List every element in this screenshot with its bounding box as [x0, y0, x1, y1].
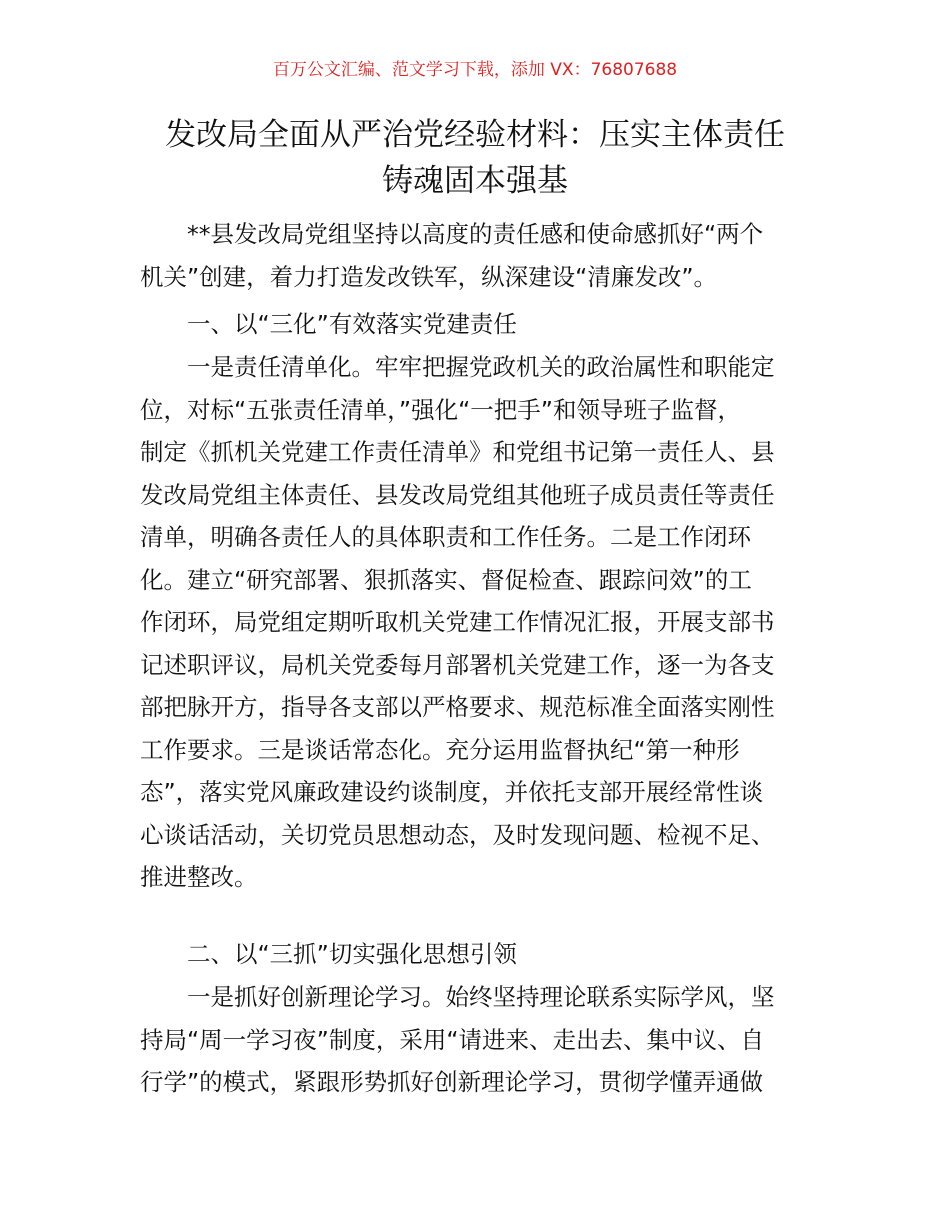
- paragraph-line: 一是责任清单化。牢牢把握党政机关的政治属性和职能定: [187, 353, 775, 381]
- paragraph-line: 工作要求。三是谈话常态化。充分运用监督执纪“第一种形: [140, 735, 740, 764]
- paragraph-line: 心谈话活动，关切党员思想动态，及时发现问题、检视不足、: [140, 820, 775, 849]
- document-title: [140, 112, 810, 204]
- paragraph-line: 化。建立“研究部署、狠抓落实、督促检查、跟踪问效”的工: [140, 565, 752, 594]
- section-1-paragraph: [140, 346, 810, 899]
- paragraph-line: 部把脉开方，指导各支部以严格要求、规范标准全面落实刚性: [140, 693, 775, 721]
- intro-paragraph: [140, 213, 810, 298]
- heading-line: 二、以“三抓”切实强化思想引领: [187, 940, 517, 968]
- title-line-1: 发改局全面从严治党经验材料：压实主体责任: [165, 117, 785, 153]
- paragraph-line: 机关”创建，着力打造发改铁军，纵深建设“清廉发改”。: [140, 262, 718, 291]
- paragraph-line: 一是抓好创新理论学习。始终坚持理论联系实际学风，坚: [187, 983, 775, 1011]
- watermark-text: 百万公文汇编、范文学习下载，添加 VX：76807688: [272, 60, 678, 80]
- paragraph-line: 清单，明确各责任人的具体职责和工作任务。二是工作闭环: [140, 523, 751, 551]
- paragraph-line: 持局“周一学习夜”制度，采用“请进来、走出去、集中议、自: [140, 1025, 765, 1054]
- paragraph-line: 制定《抓机关党建工作责任清单》和党组书记第一责任人、县: [140, 438, 775, 466]
- paragraph-line: 位，对标“五张责任清单，”强化“一把手”和领导班子监督，: [140, 395, 741, 424]
- paragraph-line: 记述职评议，局机关党委每月部署机关党建工作，逐一为各支: [140, 650, 775, 679]
- paragraph-line: 行学”的模式，紧跟形势抓好创新理论学习，贯彻学懂弄通做: [140, 1068, 764, 1096]
- section-heading-2: [140, 933, 810, 976]
- section-heading-1: [140, 303, 810, 346]
- paragraph-line: 推进整改。: [140, 863, 258, 891]
- paragraph-line: 作闭环，局党组定期听取机关党建工作情况汇报，开展支部书: [140, 608, 775, 636]
- heading-line: 一、以“三化”有效落实党建责任: [187, 310, 517, 338]
- section-2-paragraph: [140, 976, 810, 1104]
- title-line-2: 铸魂固本强基: [382, 163, 568, 199]
- paragraph-line: 发改局党组主体责任、县发改局党组其他班子成员责任等责任: [140, 480, 775, 509]
- paragraph-line: 态”，落实党风廉政建设约谈制度，并依托支部开展经常性谈: [140, 778, 764, 806]
- paragraph-line: **县发改局党组坚持以高度的责任感和使命感抓好“两个: [187, 220, 764, 248]
